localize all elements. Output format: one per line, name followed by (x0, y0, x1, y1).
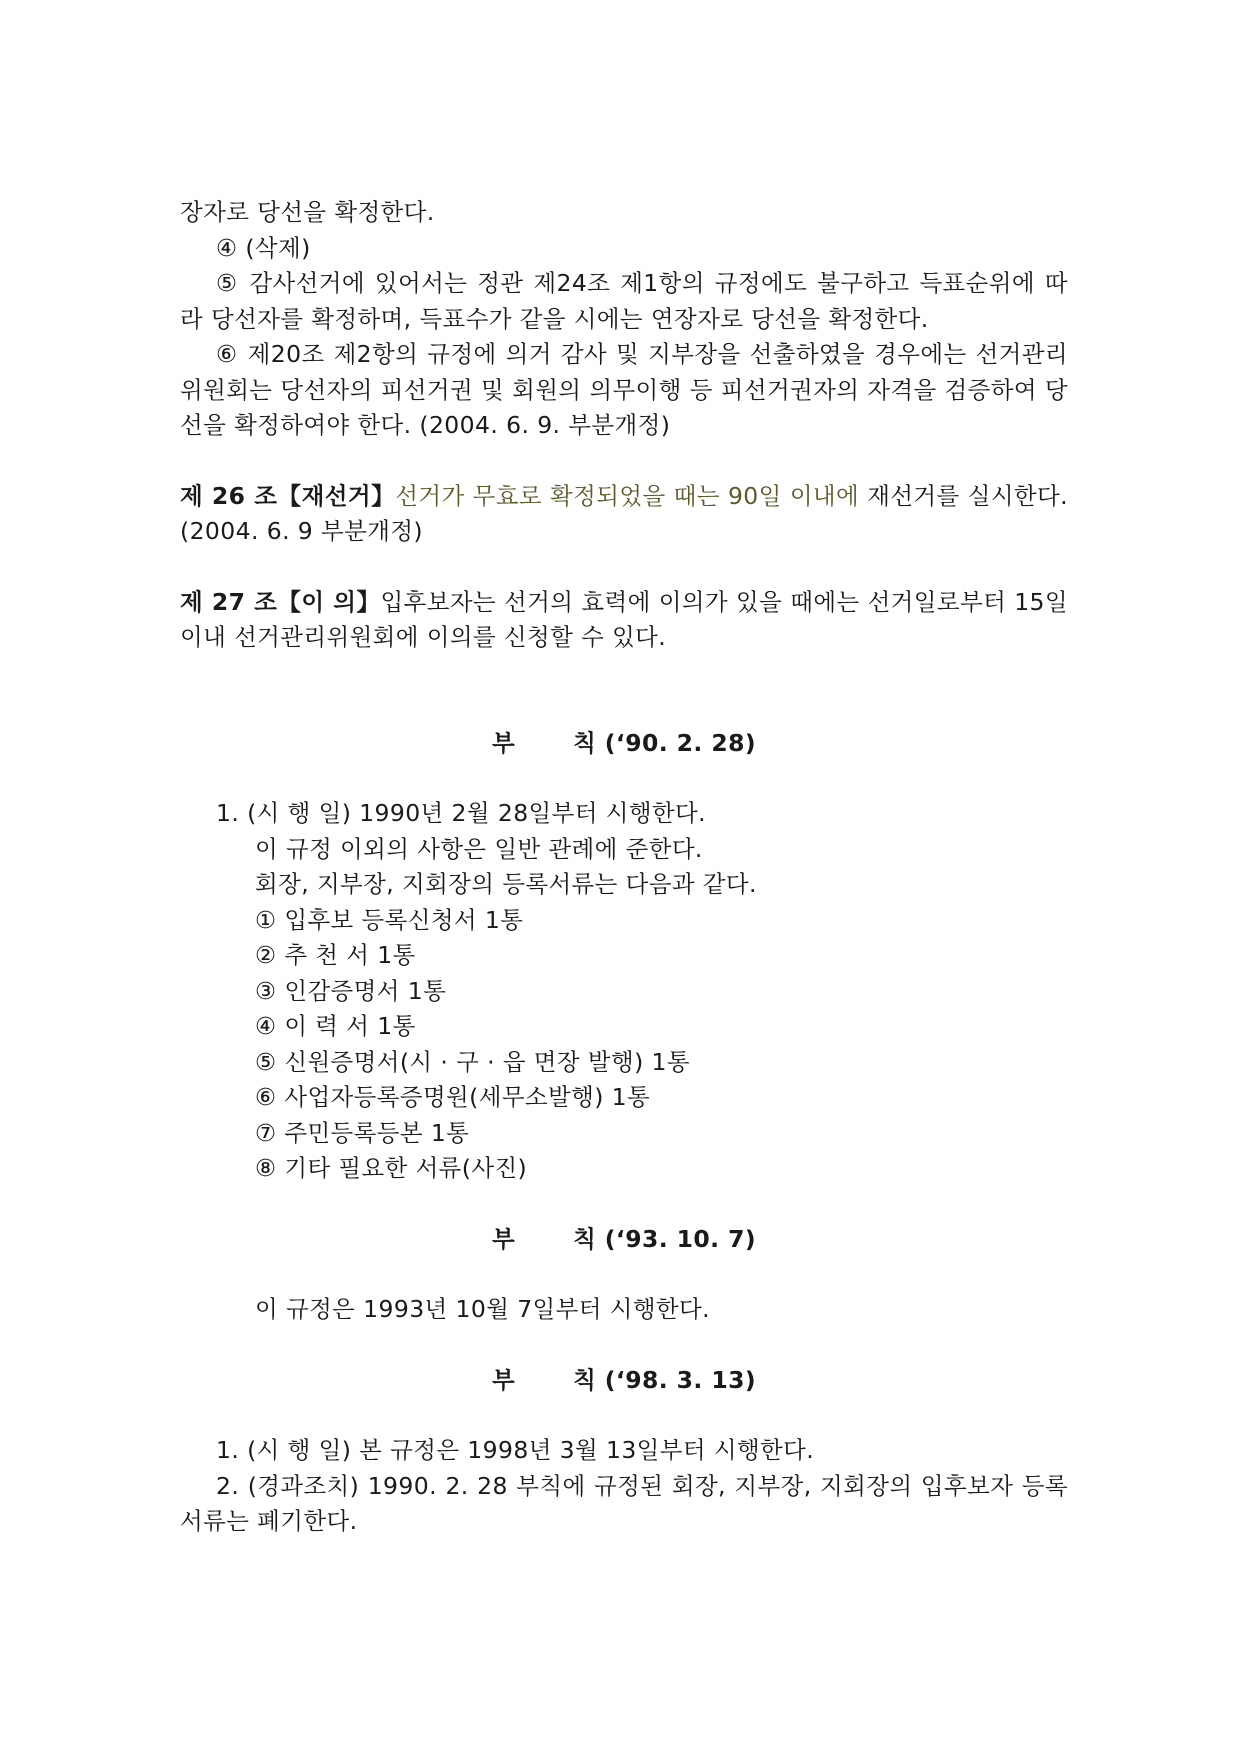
article-25-item-6: ⑥ 제20조 제2항의 규정에 의거 감사 및 지부장을 선출하였을 경우에는 선거관리위원회는 당선자의 피선거권 및 회원의 의무이행 등 피선거권자의 자격을 검증하여 당선을 확정하여야 한다. (2004. 6. 9. 부분개정) (180, 340, 1068, 439)
spacer (180, 444, 1068, 479)
addendum-title-rest: 칙 (‘90. 2. 28) (573, 728, 756, 757)
addendum-1990-title (180, 726, 1068, 762)
addendum-1993-title (180, 1222, 1068, 1258)
article-25-item-5: ⑤ 감사선거에 있어서는 정관 제24조 제1항의 규정에도 불구하고 득표순위에 따라 당선자를 확정하며, 득표수가 같을 시에는 연장자로 당선을 확정한다. (180, 269, 1068, 333)
registration-doc-item: ⑥ 사업자등록증명원(세무소발행) 1통 (255, 1083, 651, 1111)
addendum-1990-note-1: 이 규정 이외의 사항은 일반 관례에 준한다. (255, 834, 703, 863)
article-26-body-highlight: 선거가 무효로 확정되었을 때는 90일 이내에 (395, 481, 860, 510)
article-26 (180, 479, 1068, 550)
addendum-title-bu: 부 (492, 728, 516, 757)
addendum-1990-item-1: 1. (시 행 일) 1990년 2월 28일부터 시행한다. (216, 799, 706, 827)
article-25-item-4: ④ (삭제) (216, 233, 311, 262)
registration-doc-item: ⑦ 주민등록등본 1통 (255, 1118, 470, 1147)
article-26-heading: 제 26 조【재선거】 (180, 481, 396, 510)
registration-doc-item: ⑤ 신원증명서(시 · 구 · 읍 면장 발행) 1통 (255, 1047, 690, 1076)
addendum-title-rest: 칙 (‘98. 3. 13) (573, 1365, 756, 1394)
article-27-body: 입후보자는 선거의 효력에 이의가 있을 때에는 선거일로부터 15일 이내 선거관리위원회에 이의를 신청할 수 있다. (180, 587, 1068, 651)
registration-doc-item: ④ 이 력 서 1통 (255, 1012, 416, 1040)
article-26-body: 재선거를 실시한다.(2004. 6. 9 부분개정) (180, 481, 1068, 545)
spacer (180, 1257, 1068, 1292)
addendum-1998-item-2: 2. (경과조치) 1990. 2. 28 부칙에 규정된 회장, 지부장, 지회장의 입후보자 등록서류는 폐기한다. (180, 1471, 1068, 1535)
document-page (180, 195, 1068, 1540)
article-25-tail-line: 장자로 당선을 확정한다. (180, 198, 435, 226)
article-27-heading: 제 27 조【이 의】 (180, 587, 381, 616)
spacer (180, 1328, 1068, 1363)
spacer (180, 656, 1068, 691)
addendum-1990-note-2: 회장, 지부장, 지회장의 등록서류는 다음과 같다. (255, 870, 757, 898)
addendum-1998-item-1: 1. (시 행 일) 본 규정은 1998년 3월 13일부터 시행한다. (216, 1436, 815, 1464)
addendum-title-rest: 칙 (‘93. 10. 7) (573, 1224, 756, 1253)
spacer (180, 1187, 1068, 1222)
registration-doc-item: ① 입후보 등록신청서 1통 (255, 905, 524, 934)
addendum-title-bu: 부 (492, 1365, 516, 1394)
addendum-title-bu: 부 (492, 1224, 516, 1253)
spacer (180, 761, 1068, 796)
addendum-1993-body: 이 규정은 1993년 10월 7일부터 시행한다. (255, 1295, 710, 1323)
addendum-1998-title (180, 1363, 1068, 1399)
spacer (180, 550, 1068, 585)
spacer (180, 1398, 1068, 1433)
registration-doc-item: ③ 인감증명서 1통 (255, 976, 447, 1005)
spacer (180, 691, 1068, 726)
article-27 (180, 585, 1068, 656)
registration-doc-item: ② 추 천 서 1통 (255, 941, 416, 969)
registration-doc-item: ⑧ 기타 필요한 서류(사진) (255, 1154, 528, 1182)
